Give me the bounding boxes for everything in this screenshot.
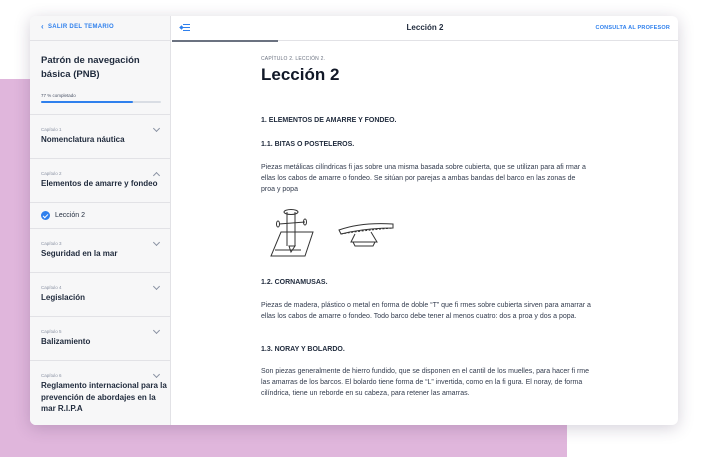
lesson-breadcrumb: CAPÍTULO 2. LECCIÓN 2. [261,56,326,62]
sidebar-chapter-6[interactable] [30,360,171,425]
chevron-down-icon[interactable] [153,239,160,246]
chapter-label: Capítulo 3 [41,241,62,246]
chapter-name: Legislación [41,293,86,302]
chapter-label: Capítulo 5 [41,329,62,334]
ask-teacher-button[interactable]: CONSULTA AL PROFESOR [595,25,670,31]
chapter-label: Capítulo 6 [41,373,62,378]
chapter-name: Reglamento internacional para la prevención de abordajes en la mar R.I.P.A [41,381,167,413]
section-heading: 1.2. CORNAMUSAS. [261,279,328,286]
chevron-left-icon: ‹ [41,22,44,31]
chevron-down-icon[interactable] [153,327,160,334]
sidebar-chapter-1[interactable] [30,114,171,158]
section-paragraph: Piezas metálicas cilíndricas fi jas sobre una misma basada sobre cubierta, que se utilizan para afi rmar a ellas los cabos de amarre o fondeo. Se sitúan por parejas a ambas bandas del barco en las zonas de proa y popa [261,164,586,193]
chevron-down-icon[interactable] [153,283,160,290]
section-heading: 1.1. BITAS O POSTELEROS. [261,141,355,148]
app-window [30,16,678,425]
chapter-name: Elementos de amarre y fondeo [41,179,158,188]
lesson-main [172,16,678,425]
chapter-name: Seguridad en la mar [41,249,118,258]
header-tab-indicator [172,40,278,42]
divider [30,40,170,41]
chevron-down-icon[interactable] [153,371,160,378]
lesson-title: Lección 2 [261,65,340,84]
section-paragraph: Piezas de madera, plástico o metal en forma de doble “T” que fi rmes sobre cubierta sirven para amarrar a ellas los cabos de amarre o fondeo. Todo barco debe tener al menos cuatro: dos a proa y dos a popa. [261,302,591,320]
sidebar-chapter-4[interactable] [30,272,171,316]
mooring-fittings-illustration [261,202,411,260]
chevron-down-icon[interactable] [153,125,160,132]
section-heading: 1.3. NORAY Y BOLARDO. [261,346,345,353]
chapter-label: Capítulo 1 [41,127,62,132]
sidebar-chapter-3[interactable] [30,228,171,272]
progress-bar-fill [41,101,133,103]
chapter-label: Capítulo 2 [41,171,62,176]
header-title: Lección 2 [406,23,444,32]
sidebar-lesson-active[interactable] [30,202,171,228]
section-heading: 1. ELEMENTOS DE AMARRE Y FONDEO. [261,117,397,124]
lesson-header [172,16,678,41]
bollard-illustration [261,424,321,425]
check-circle-icon [41,211,50,220]
collapse-sidebar-icon[interactable] [180,23,190,31]
sidebar-chapter-5[interactable] [30,316,171,360]
course-sidebar [30,16,171,425]
lesson-content [261,56,591,397]
sidebar-chapter-2[interactable] [30,158,171,202]
chapter-label: Capítulo 4 [41,285,62,290]
section-paragraph: Son piezas generalmente de hierro fundido, que se disponen en el cantil de los muelles, para hacer fi rme las amarras de los barcos. El bolardo tiene forma de “L” invertida, como en la fi gura. El noray, de forma cilíndrica, tiene un reborde en su cabeza, para retener las amarras. [261,368,590,397]
course-title: Patrón de navegación básica (PNB) [41,55,140,80]
chapter-name: Nomenclatura náutica [41,135,125,144]
progress-label: 77 % completado [41,93,76,98]
chapter-name: Balizamiento [41,337,91,346]
exit-syllabus-label: SALIR DEL TEMARIO [47,24,114,30]
exit-syllabus-link[interactable] [41,24,114,30]
progress-bar [41,101,161,103]
lesson-label: Lección 2 [55,212,85,219]
bitts-and-cleat-drawing [261,202,411,260]
